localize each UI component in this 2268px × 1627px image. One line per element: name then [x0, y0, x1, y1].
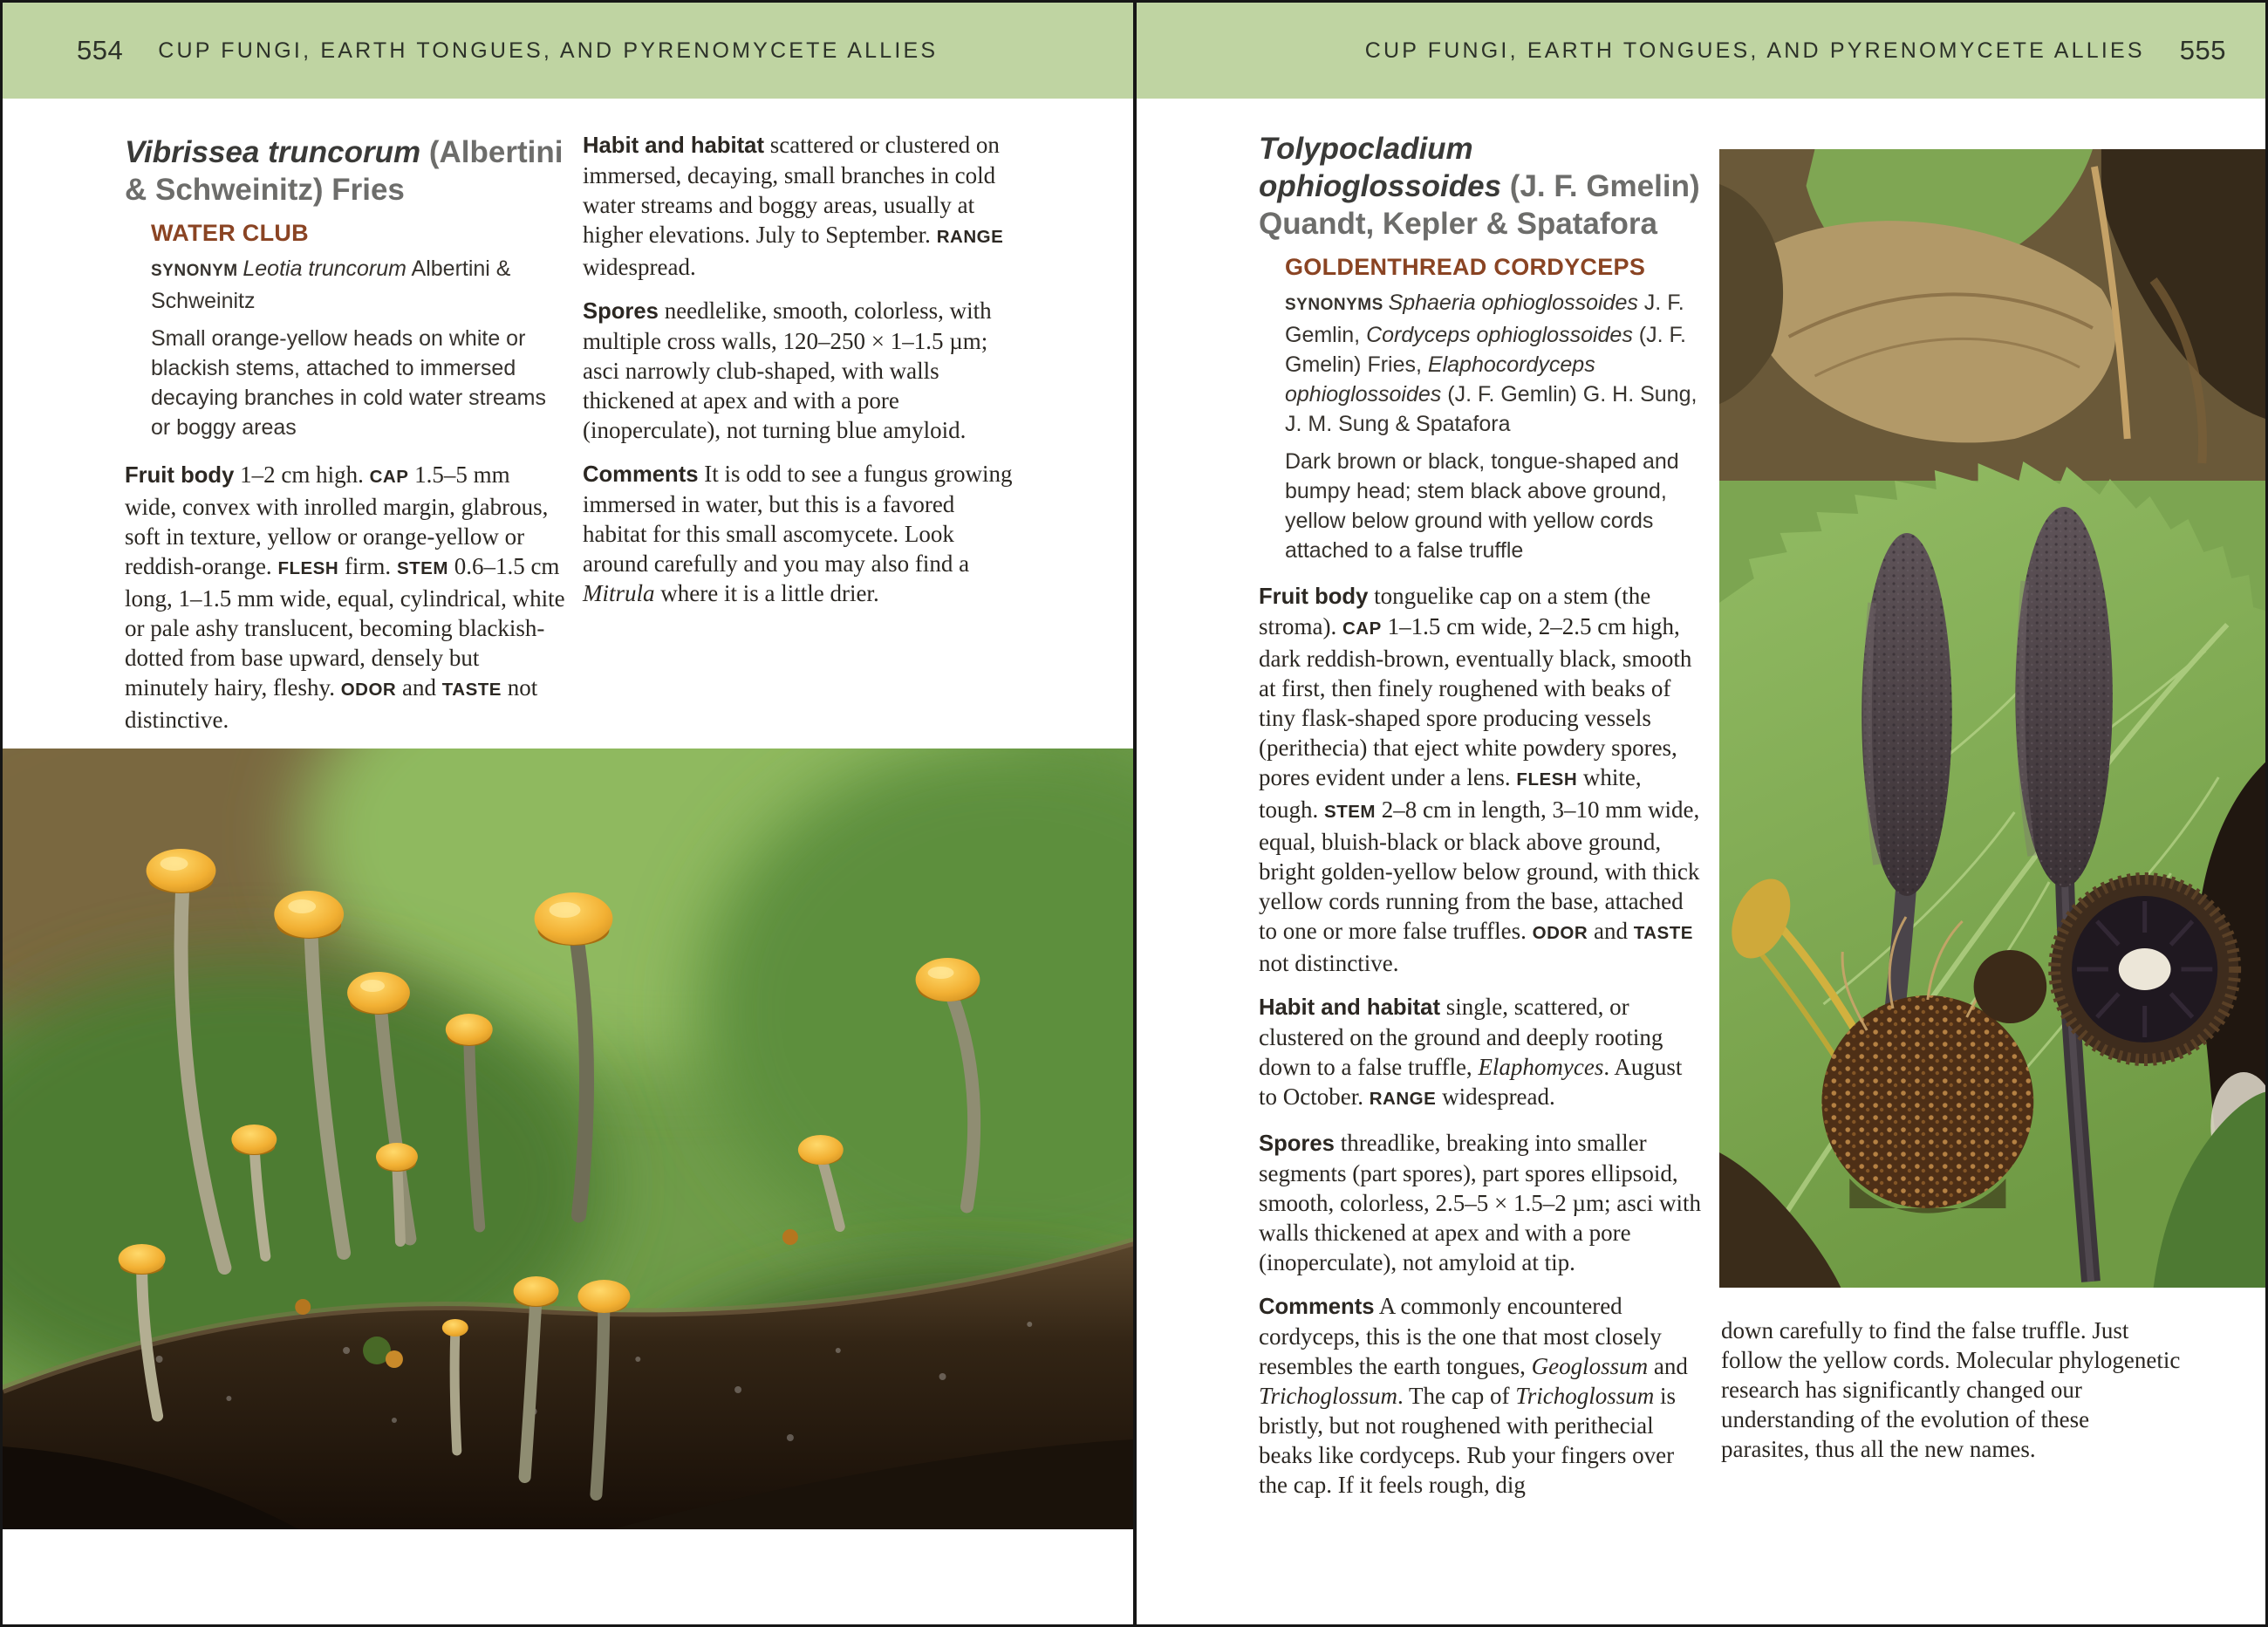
synonym-block: SYNONYM Leotia truncorum Albertini & Schweinitz — [151, 256, 511, 313]
left-column-1 — [125, 133, 565, 749]
paragraph-comments: Comments It is odd to see a fungus growing immersed in water, but this is a favored habitat for this small ascomycete. Look around carefully and you may also find a Mitrula where it is a little drier. — [583, 461, 1013, 606]
common-name: GOLDENTHREAD CORDYCEPS — [1285, 254, 1646, 280]
left-running-head: CUP FUNGI, EARTH TONGUES, AND PYRENOMYCETE ALLIES — [158, 38, 939, 63]
right-column — [1259, 130, 1704, 1514]
id-description: Dark brown or black, tongue-shaped and bumpy head; stem black above ground, yellow below ground with yellow cords attached to a false truffle — [1285, 449, 1679, 563]
right-page-number: 555 — [2179, 35, 2226, 65]
right-running-head: CUP FUNGI, EARTH TONGUES, AND PYRENOMYCETE ALLIES — [1364, 38, 2145, 63]
right-page-header — [1365, 3, 2226, 99]
photo-vibrissea-truncorum — [3, 749, 1134, 1529]
id-block — [1285, 253, 1704, 565]
species-title-tolypocladium: Tolypocladium ophioglossoides (J. F. Gmelin) Quandt, Kepler & Spatafora — [1259, 132, 1700, 241]
photo-tolypocladium-ophioglossoides — [1719, 149, 2268, 1288]
common-name: WATER CLUB — [151, 220, 309, 246]
paragraph-habit: Habit and habitat single, scattered, or clustered on the ground and deeply rooting down to a false truffle, Elaphomyces. August to October. RANGE widespread. — [1259, 994, 1683, 1110]
left-column-2 — [583, 130, 1019, 622]
paragraph-fruit-body: Fruit body 1–2 cm high. CAP 1.5–5 mm wide, convex with inrolled margin, glabrous, soft in texture, yellow or orange-yellow or reddish-orange. FLESH firm. STEM 0.6–1.5 cm long, 1–1.5 mm wide, equal, cylindrical, white or pale ashy translucent, becoming blackish-dotted from base upward, densely but minutely hairy, fleshy. ODOR and TASTE not distinctive. — [125, 461, 565, 733]
id-description: Small orange-yellow heads on white or blackish stems, attached to immersed decaying branches in cold water streams or boggy areas — [151, 326, 547, 440]
species-title-vibrissea: Vibrissea truncorum (Albertini & Schweinitz) Fries — [125, 135, 564, 207]
paragraph-comments-continuation: down carefully to find the false truffle. Just follow the yellow cords. Molecular phylogenetic research has significantly changed our understanding of the evolution of these parasites, thus all the new names. — [1721, 1317, 2181, 1462]
paragraph-habit: Habit and habitat scattered or clustered on immersed, decaying, small branches in cold water streams and boggy areas, usually at higher elevations. July to September. RANGE widespread. — [583, 132, 1004, 280]
paragraph-spores: Spores needlelike, smooth, colorless, with multiple cross walls, 120–250 × 1–1.5 µm; asci narrowly club-shaped, with walls thickened at apex and with a pore (inoperculate), not turning blue amyloid. — [583, 297, 992, 443]
paragraph-comments: Comments A commonly encountered cordyceps, this is the one that most closely resembles the earth tongues, Geoglossum and Trichoglossum. The cap of Trichoglossum is bristly, but not roughened with perithecial beaks like cordyceps. Rub your fingers over the cap. If it feels rough, dig — [1259, 1293, 1688, 1498]
synonym-block: SYNONYMS Sphaeria ophioglossoides J. F. Gemlin, Cordyceps ophioglossoides (J. F. Gmelin) Fries, Elaphocordyceps ophioglossoides (J. F. Gemlin) G. H. Sung, J. M. Sung & Spatafora — [1285, 291, 1698, 436]
paragraph-spores: Spores threadlike, breaking into smaller segments (part spores), part spores ellipsoid, smooth, colorless, 2.5–5 × 1.5–2 µm; asci with walls thickened at apex and with a pore (inoperculate), not amyloid at tip. — [1259, 1130, 1702, 1275]
left-page-header — [77, 3, 938, 99]
left-page-number: 554 — [77, 35, 124, 65]
page-gutter-divider — [1133, 3, 1137, 1627]
id-block — [151, 219, 565, 442]
tolypocladium-photo-illustration — [1719, 149, 2268, 1288]
vibrissea-photo-illustration — [3, 749, 1134, 1529]
paragraph-fruit-body: Fruit body tonguelike cap on a stem (the stroma). CAP 1–1.5 cm wide, 2–2.5 cm high, dark reddish-brown, eventually black, smooth at first, then finely roughened with beaks of tiny flask-shaped spore producing vessels (perithecia) that eject white powdery spores, pores evident under a lens. FLESH white, tough. STEM 2–8 cm in length, 3–10 mm wide, equal, bluish-black or black above ground, bright golden-yellow below ground, with thick yellow cords running from the base, attached to one or more false truffles. ODOR and TASTE not distinctive. — [1259, 583, 1700, 976]
